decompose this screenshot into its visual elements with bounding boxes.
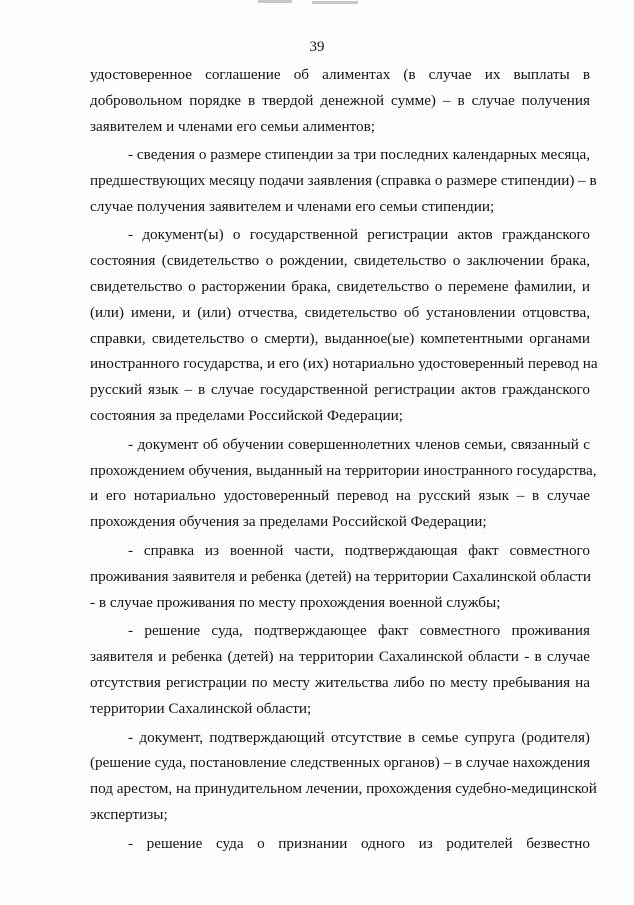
paragraph-civil-registration [90, 222, 598, 428]
text-line: под арестом, на принудительном лечении, прохождения судебно-медицинской [90, 780, 597, 798]
text-line: состояния (свидетельство о рождении, свидетельство о заключении брака, [90, 252, 590, 270]
text-line: - сведения о размере стипендии за три последних календарных месяца, [128, 146, 590, 163]
text-line: (или) имени, и (или) отчества, свидетельство об установлении отцовства, [90, 303, 590, 321]
text-line: - справка из военной части, подтверждающая факт совместного [128, 541, 590, 559]
paragraph-education [90, 432, 597, 535]
text-line: случае получения заявителем и членами его семьи стипендии; [90, 197, 495, 215]
paragraph-missing-parent [90, 831, 590, 857]
text-line: проживания заявителя и ребенка (детей) на территории Сахалинской области [90, 567, 591, 585]
text-line: удостоверенное соглашение об алиментах (в случае их выплаты в [90, 66, 590, 83]
text-line: - документ об обучении совершеннолетних членов семьи, связанный с [128, 435, 590, 453]
text-line: - документ, подтверждающий отсутствие в семье супруга (родителя) [128, 728, 590, 746]
text-line: русский язык – в случае государственной регистрации актов гражданского [90, 381, 590, 399]
text-line: справки, свидетельство о смерти), выданное(ые) компетентными органами [90, 329, 590, 347]
text-line: экспертизы; [90, 805, 168, 823]
text-line: - в случае проживания по месту прохождения военной службы; [90, 593, 501, 611]
paragraph-court-cohabitation [90, 618, 590, 721]
scan-artifact [312, 1, 358, 4]
paragraph-military [90, 538, 590, 615]
text-line: предшествующих месяцу подачи заявления (справка о размере стипендии) – в [90, 171, 597, 189]
text-line: прохождения обучения за пределами Российской Федерации; [90, 513, 487, 531]
text-line: (решение суда, постановление следственных органов) – в случае нахождения [90, 754, 591, 772]
text-line: заявителя и ребенка (детей) на территории Сахалинской области - в случае [90, 648, 590, 666]
text-line: состояния за пределами Российской Федерации; [90, 406, 403, 424]
text-line: добровольном порядке в твердой денежной сумме) – в случае получения [90, 91, 590, 109]
paragraph-alimony [90, 62, 590, 139]
text-line: и его нотариально удостоверенный перевод на русский язык – в случае [90, 487, 590, 505]
text-line: свидетельство о расторжении брака, свидетельство о перемене фамилии, и [90, 277, 590, 295]
text-line: территории Сахалинской области; [90, 699, 312, 717]
text-line: заявителем и членами его семьи алиментов; [90, 117, 376, 135]
text-line: прохождением обучения, выданный на территории иностранного государства, [90, 461, 597, 479]
text-line: иностранного государства, и его (их) нотариально удостоверенный перевод на [90, 355, 598, 373]
scan-artifact [258, 0, 292, 3]
text-line: отсутствия регистрации по месту жительства либо по месту пребывания на [90, 673, 590, 691]
paragraph-stipend [90, 142, 597, 219]
text-line: - решение суда, подтверждающее факт совместного проживания [128, 622, 590, 640]
page-number: 39 [309, 39, 325, 55]
text-line: - документ(ы) о государственной регистрации актов гражданского [128, 226, 590, 244]
paragraph-spouse-absence [90, 725, 597, 828]
text-line: - решение суда о признании одного из родителей безвестно [128, 834, 590, 852]
document-text [90, 62, 598, 857]
